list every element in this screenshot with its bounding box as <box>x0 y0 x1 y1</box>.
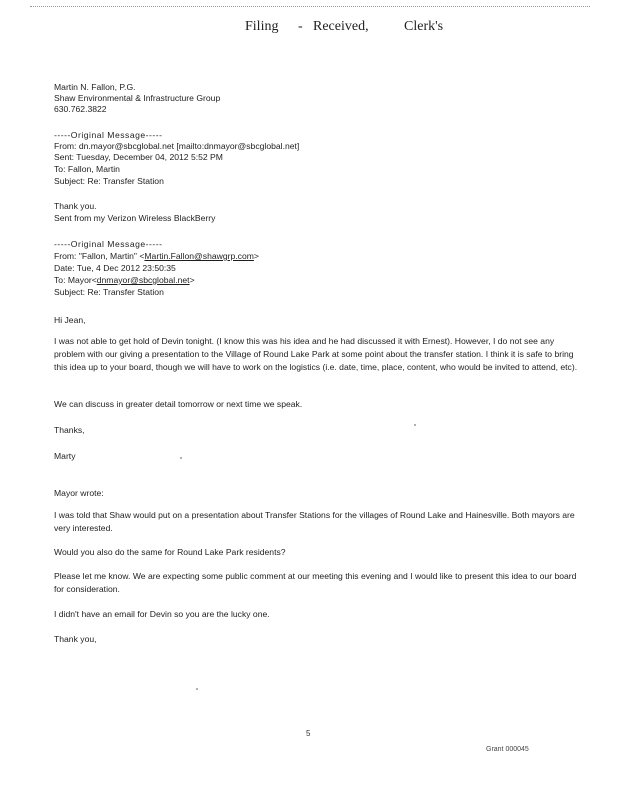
signature-phone: 630.762.3822 <box>54 104 107 114</box>
reply1-body1: Thank you. <box>54 201 97 211</box>
reply2-from-email-link[interactable]: Martin.Fallon@shawgrp.com <box>144 251 254 261</box>
stamp-filing: Filing <box>245 19 279 34</box>
scan-speck <box>180 457 182 459</box>
scan-speck <box>414 424 416 426</box>
quoted-intro: Mayor wrote: <box>54 488 104 498</box>
quoted-paragraph-4: I didn't have an email for Devin so you are the lucky one. <box>54 609 270 619</box>
stamp-received: Received, <box>313 19 369 34</box>
scan-dots-top <box>30 6 590 9</box>
scan-speck <box>196 688 198 690</box>
letter-paragraph-1: I was not able to get hold of Devin tonight. (I know this was his idea and he had discussed it with Ernest). However, I do not see any problem with our giving a presentation to the Village of Round Lake Park at some point about the transfer station. I think it is safe to bring this idea up to your board, though we will have to work on the logistics (i.e. date, time, place, content, who would be invited to attend, etc). <box>54 336 578 372</box>
reply1-from: From: dn.mayor@sbcglobal.net [mailto:dnmayor@sbcglobal.net] <box>54 141 300 151</box>
reply2-from <box>54 251 259 262</box>
reply2-from-prefix: From: "Fallon, Martin" < <box>54 251 145 261</box>
quoted-paragraph-1: I was told that Shaw would put on a presentation about Transfer Stations for the villages of Round Lake and Hainesville. Both mayors are very interested. <box>54 510 575 533</box>
reply2-to <box>54 275 195 286</box>
quoted-closing: Thank you, <box>54 634 97 644</box>
reply1-sent: Sent: Tuesday, December 04, 2012 5:52 PM <box>54 152 223 162</box>
reply2-to-prefix: To: Mayor< <box>54 275 97 285</box>
reply2-to-suffix: > <box>189 275 195 285</box>
reply2-from-suffix: > <box>253 251 259 261</box>
signature-name: Martin N. Fallon, P.G. <box>54 82 136 92</box>
quoted-paragraph-2: Would you also do the same for Round Lake Park residents? <box>54 547 286 557</box>
reply1-subject: Subject: Re: Transfer Station <box>54 176 164 186</box>
reply2-subject: Subject: Re: Transfer Station <box>54 287 164 297</box>
reply1-body2: Sent from my Verizon Wireless BlackBerry <box>54 213 216 223</box>
stamp-clerks: Clerk's <box>404 19 444 34</box>
reply1-header: -----Original Message----- <box>54 130 163 140</box>
bates-number: Grant 000045 <box>486 746 529 753</box>
letter-greeting: Hi Jean, <box>54 315 86 325</box>
page-number: 5 <box>306 729 311 738</box>
signature-company: Shaw Environmental & Infrastructure Group <box>54 93 221 103</box>
reply2-to-email-link[interactable]: dnmayor@sbcglobal.net <box>96 275 190 285</box>
letter-signoff: Marty <box>54 451 76 461</box>
letter-closing: Thanks, <box>54 425 85 435</box>
reply2-date: Date: Tue, 4 Dec 2012 23:50:35 <box>54 263 176 273</box>
reply1-to: To: Fallon, Martin <box>54 164 120 174</box>
quoted-paragraph-3: Please let me know. We are expecting some public comment at our meeting this evening and I would like to present this idea to our board for consideration. <box>54 571 577 594</box>
reply2-header: -----Original Message----- <box>54 239 163 249</box>
letter-paragraph-2: We can discuss in greater detail tomorrow or next time we speak. <box>54 399 303 409</box>
stamp-dash: - <box>298 19 303 34</box>
